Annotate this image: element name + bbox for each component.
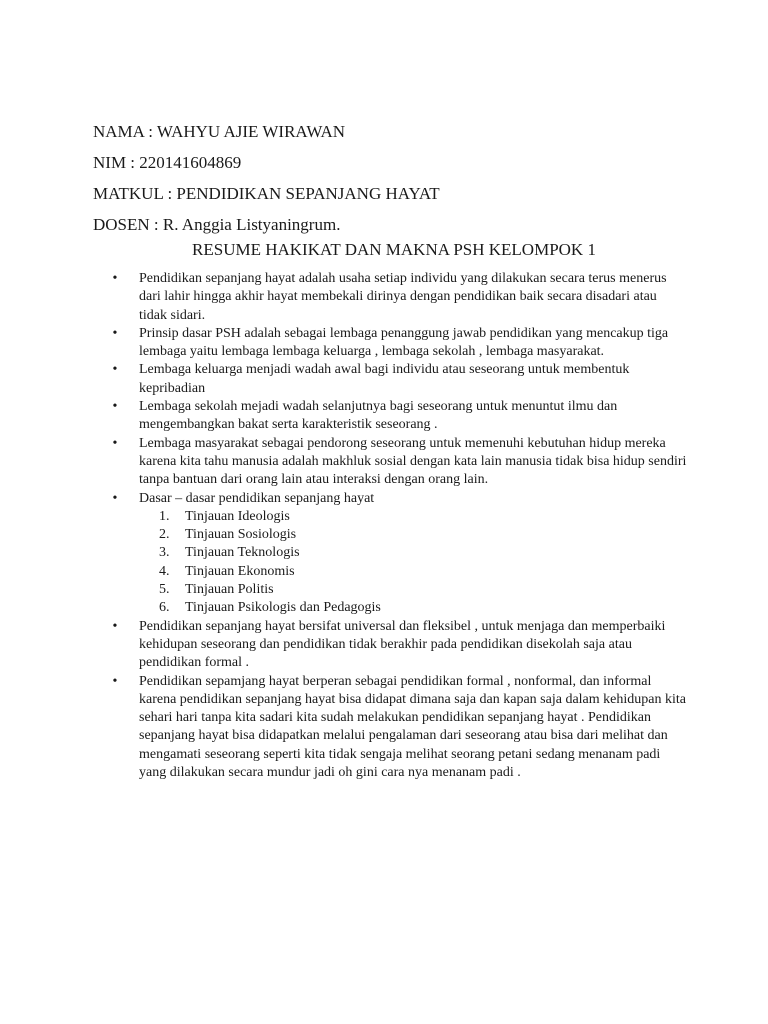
bullet-item — [108, 270, 688, 325]
item-text: Tinjauan Teknologis — [185, 545, 300, 561]
item-text: Tinjauan Politis — [185, 582, 274, 598]
document-title: RESUME HAKIKAT DAN MAKNA PSH KELOMPOK 1 — [192, 240, 596, 259]
bullet-item — [108, 673, 688, 783]
course-name: MATKUL : PENDIDIKAN SEPANJANG HAYAT — [93, 184, 440, 203]
bullet-text: Pendidikan sepamjang hayat berperan sebagai pendidikan formal , nonformal, dan informal karena pendidikan sepanjang hayat bisa didapat dimana saja dan kapan saja dalam kehidupan kita sehari hari tanpa kita sadari kita sudah melakukan pendidikan sepanjang hayat . Pendidikan sepanjang hayat bisa didapatkan melalui pengalaman dari seseorang atau bisa dari melihat dan mengamati seseorang seperti kita tidak sengaja melihat seorang petani sedang menanam padi yang dilakukan secara mundur jadi oh gini cara nya menanam padi . — [139, 673, 686, 781]
numbered-item — [139, 508, 688, 526]
bullet-icon: • — [112, 435, 118, 451]
item-text: Tinjauan Ideologis — [185, 508, 290, 524]
bullet-icon: • — [112, 362, 118, 378]
resume-bullet-list — [108, 270, 688, 782]
item-text: Tinjauan Ekonomis — [185, 563, 295, 579]
bullet-item — [108, 435, 688, 490]
student-name: NAMA : WAHYU AJIE WIRAWAN — [93, 122, 346, 141]
numbered-item — [139, 599, 688, 617]
bullet-item — [108, 325, 688, 362]
bullet-item — [108, 361, 688, 398]
bullet-icon: • — [112, 325, 118, 341]
item-number: 6. — [159, 600, 170, 616]
bullet-text: Dasar – dasar pendidikan sepanjang hayat — [139, 490, 375, 506]
bullet-icon: • — [112, 673, 118, 689]
item-number: 2. — [159, 527, 170, 543]
bullet-icon: • — [112, 399, 118, 415]
bullet-icon: • — [112, 490, 118, 506]
numbered-item — [139, 544, 688, 562]
bullet-item-dasar — [108, 490, 688, 618]
bullet-text: Prinsip dasar PSH adalah sebagai lembaga penanggung jawab pendidikan yang mencakup tiga lembaga yaitu lembaga lembaga keluarga , lembaga sekolah , lembaga masyarakat. — [139, 325, 669, 360]
bullet-text: Pendidikan sepanjang hayat bersifat universal dan fleksibel , untuk menjaga dan memperbaiki kehidupan seseorang dan pendidikan tidak berakhir pada pendidikan disekolah saja atau pendidikan formal . — [139, 618, 666, 671]
bullet-text: Lembaga keluarga menjadi wadah awal bagi individu atau seseorang untuk membentuk kepribadian — [139, 362, 630, 396]
item-text: Tinjauan Psikologis dan Pedagogis — [185, 600, 381, 616]
bullet-text: Lembaga sekolah mejadi wadah selanjutnya bagi seseorang untuk menuntut ilmu dan mengembangkan bakat serta karakteristik seseorang . — [139, 399, 618, 433]
lecturer-name: DOSEN : R. Anggia Listyaningrum. — [93, 215, 341, 234]
dasar-numbered-list — [139, 508, 688, 618]
numbered-item — [139, 526, 688, 544]
student-nim: NIM : 220141604869 — [93, 153, 242, 172]
item-number: 3. — [159, 545, 170, 561]
numbered-item — [139, 581, 688, 599]
bullet-item — [108, 618, 688, 673]
item-text: Tinjauan Sosiologis — [185, 527, 297, 543]
bullet-text: Lembaga masyarakat sebagai pendorong seseorang untuk memenuhi kebutuhan hidup mereka karena kita tahu manusia adalah makhluk sosial dengan kata lain manusia tidak bisa hidup sendiri tanpa bantuan dari orang lain atau interaksi dengan orang lain. — [139, 435, 687, 488]
item-number: 1. — [159, 508, 170, 524]
student-info-header — [93, 116, 693, 240]
item-number: 4. — [159, 563, 170, 579]
numbered-item — [139, 563, 688, 581]
item-number: 5. — [159, 582, 170, 598]
bullet-text: Pendidikan sepanjang hayat adalah usaha setiap individu yang dilakukan secara terus menerus dari lahir hingga akhir hayat membekali dirinya dengan pendidikan baik secara disadari atau tidak sidari. — [139, 271, 667, 323]
bullet-item — [108, 398, 688, 435]
bullet-icon: • — [112, 618, 118, 634]
bullet-icon: • — [112, 271, 118, 286]
